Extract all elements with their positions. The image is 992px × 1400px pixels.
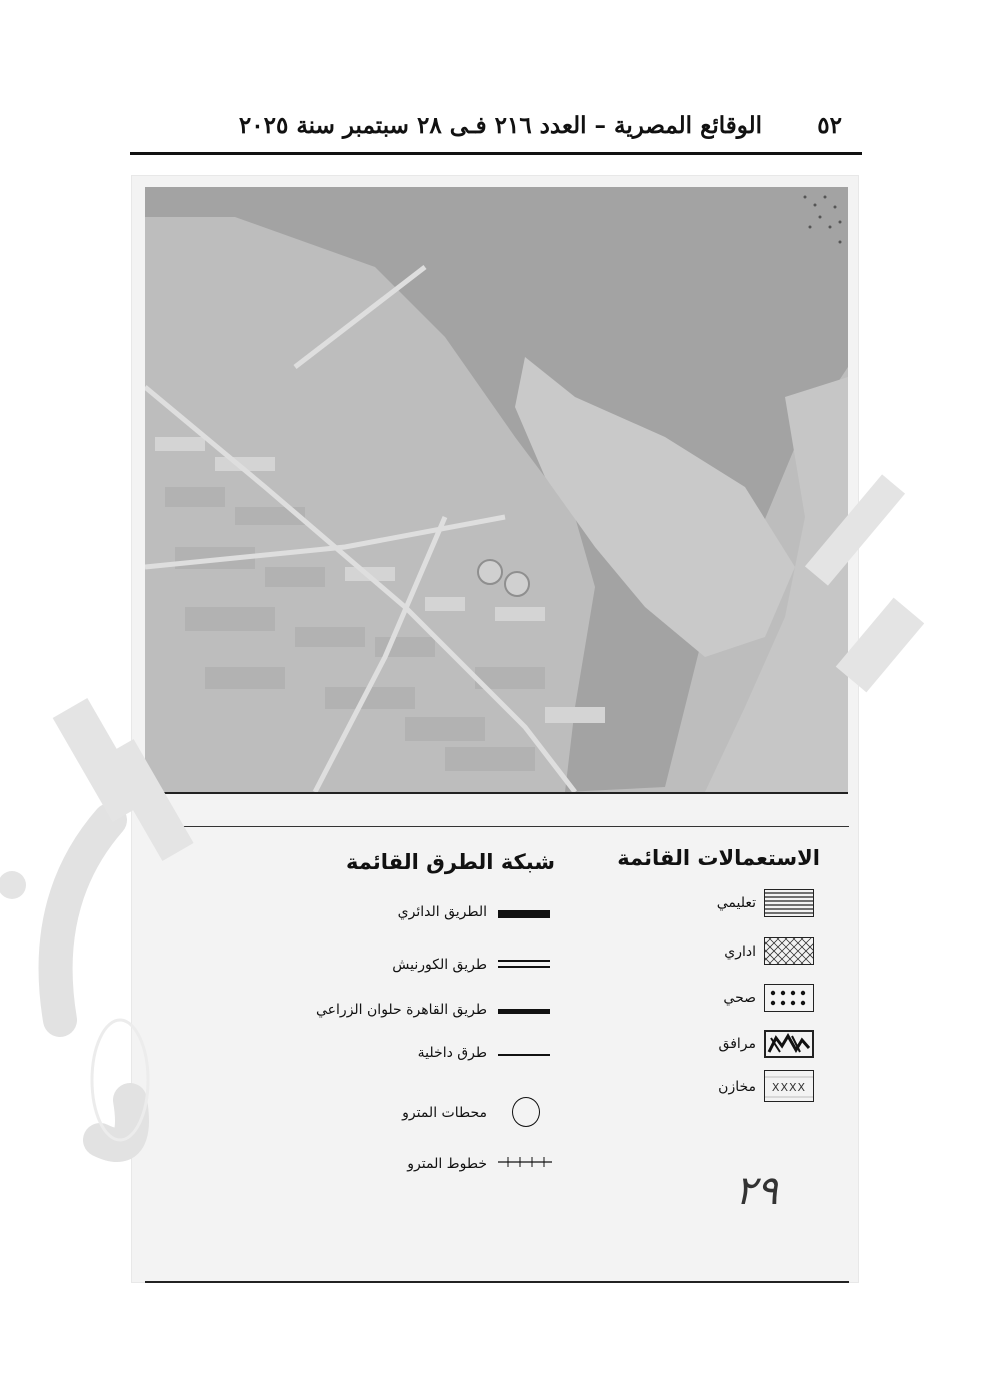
dots-icon (765, 985, 813, 1011)
corniche-road-symbol (498, 960, 550, 962)
land-use-legend-title: الاستعمالات القائمة (617, 846, 820, 870)
crosshatch-icon (765, 938, 813, 964)
page-number: ٥٢ (817, 112, 842, 139)
administrative-swatch (764, 937, 814, 965)
educational-swatch (764, 889, 814, 917)
aerial-map (145, 187, 848, 794)
dense-hatch-icon (765, 890, 813, 916)
warehouses-swatch (764, 1070, 814, 1102)
health-swatch (764, 984, 814, 1012)
handwritten-page-number: ٢٩ (735, 1168, 778, 1214)
ring-road-symbol (498, 910, 550, 918)
legend-health: صحي (723, 990, 756, 1006)
legend-cairo-helwan-road: طريق القاهرة حلوان الزراعي (316, 1002, 487, 1018)
aerial-photo (145, 187, 848, 792)
metro-line-icon (498, 1156, 552, 1168)
internal-roads-symbol (498, 1054, 550, 1056)
legend-ring-road: الطريق الدائري (397, 904, 487, 920)
legend-warehouses: مخازن (718, 1079, 756, 1095)
legend-corniche-road: طريق الكورنيش (392, 957, 487, 973)
x-marks-icon (765, 1071, 813, 1101)
legend-administrative: اداري (724, 944, 756, 960)
legend-divider-bottom (145, 1281, 849, 1283)
legend-metro-stations: محطات المترو (402, 1105, 487, 1121)
legend-internal-roads: طرق داخلية (417, 1045, 487, 1061)
svg-text:XXXX: XXXX (771, 1081, 807, 1094)
metro-station-icon (512, 1097, 540, 1127)
legend-utilities: مرافق (718, 1036, 756, 1052)
legend-metro-lines: خطوط المترو (407, 1156, 487, 1172)
legend-divider-top (145, 826, 849, 827)
utility-zigzag-icon (766, 1032, 812, 1056)
header-divider (130, 152, 862, 155)
agricultural-road-symbol (498, 1009, 550, 1014)
legend-educational: تعليمي (716, 895, 756, 911)
page-header (130, 108, 862, 144)
gazette-title: الوقائع المصرية – العدد ٢١٦ فـى ٢٨ سبتمبر سنة ٢٠٢٥ (238, 112, 762, 139)
roads-legend-title: شبكة الطرق القائمة (346, 850, 555, 874)
utilities-swatch (764, 1030, 814, 1058)
